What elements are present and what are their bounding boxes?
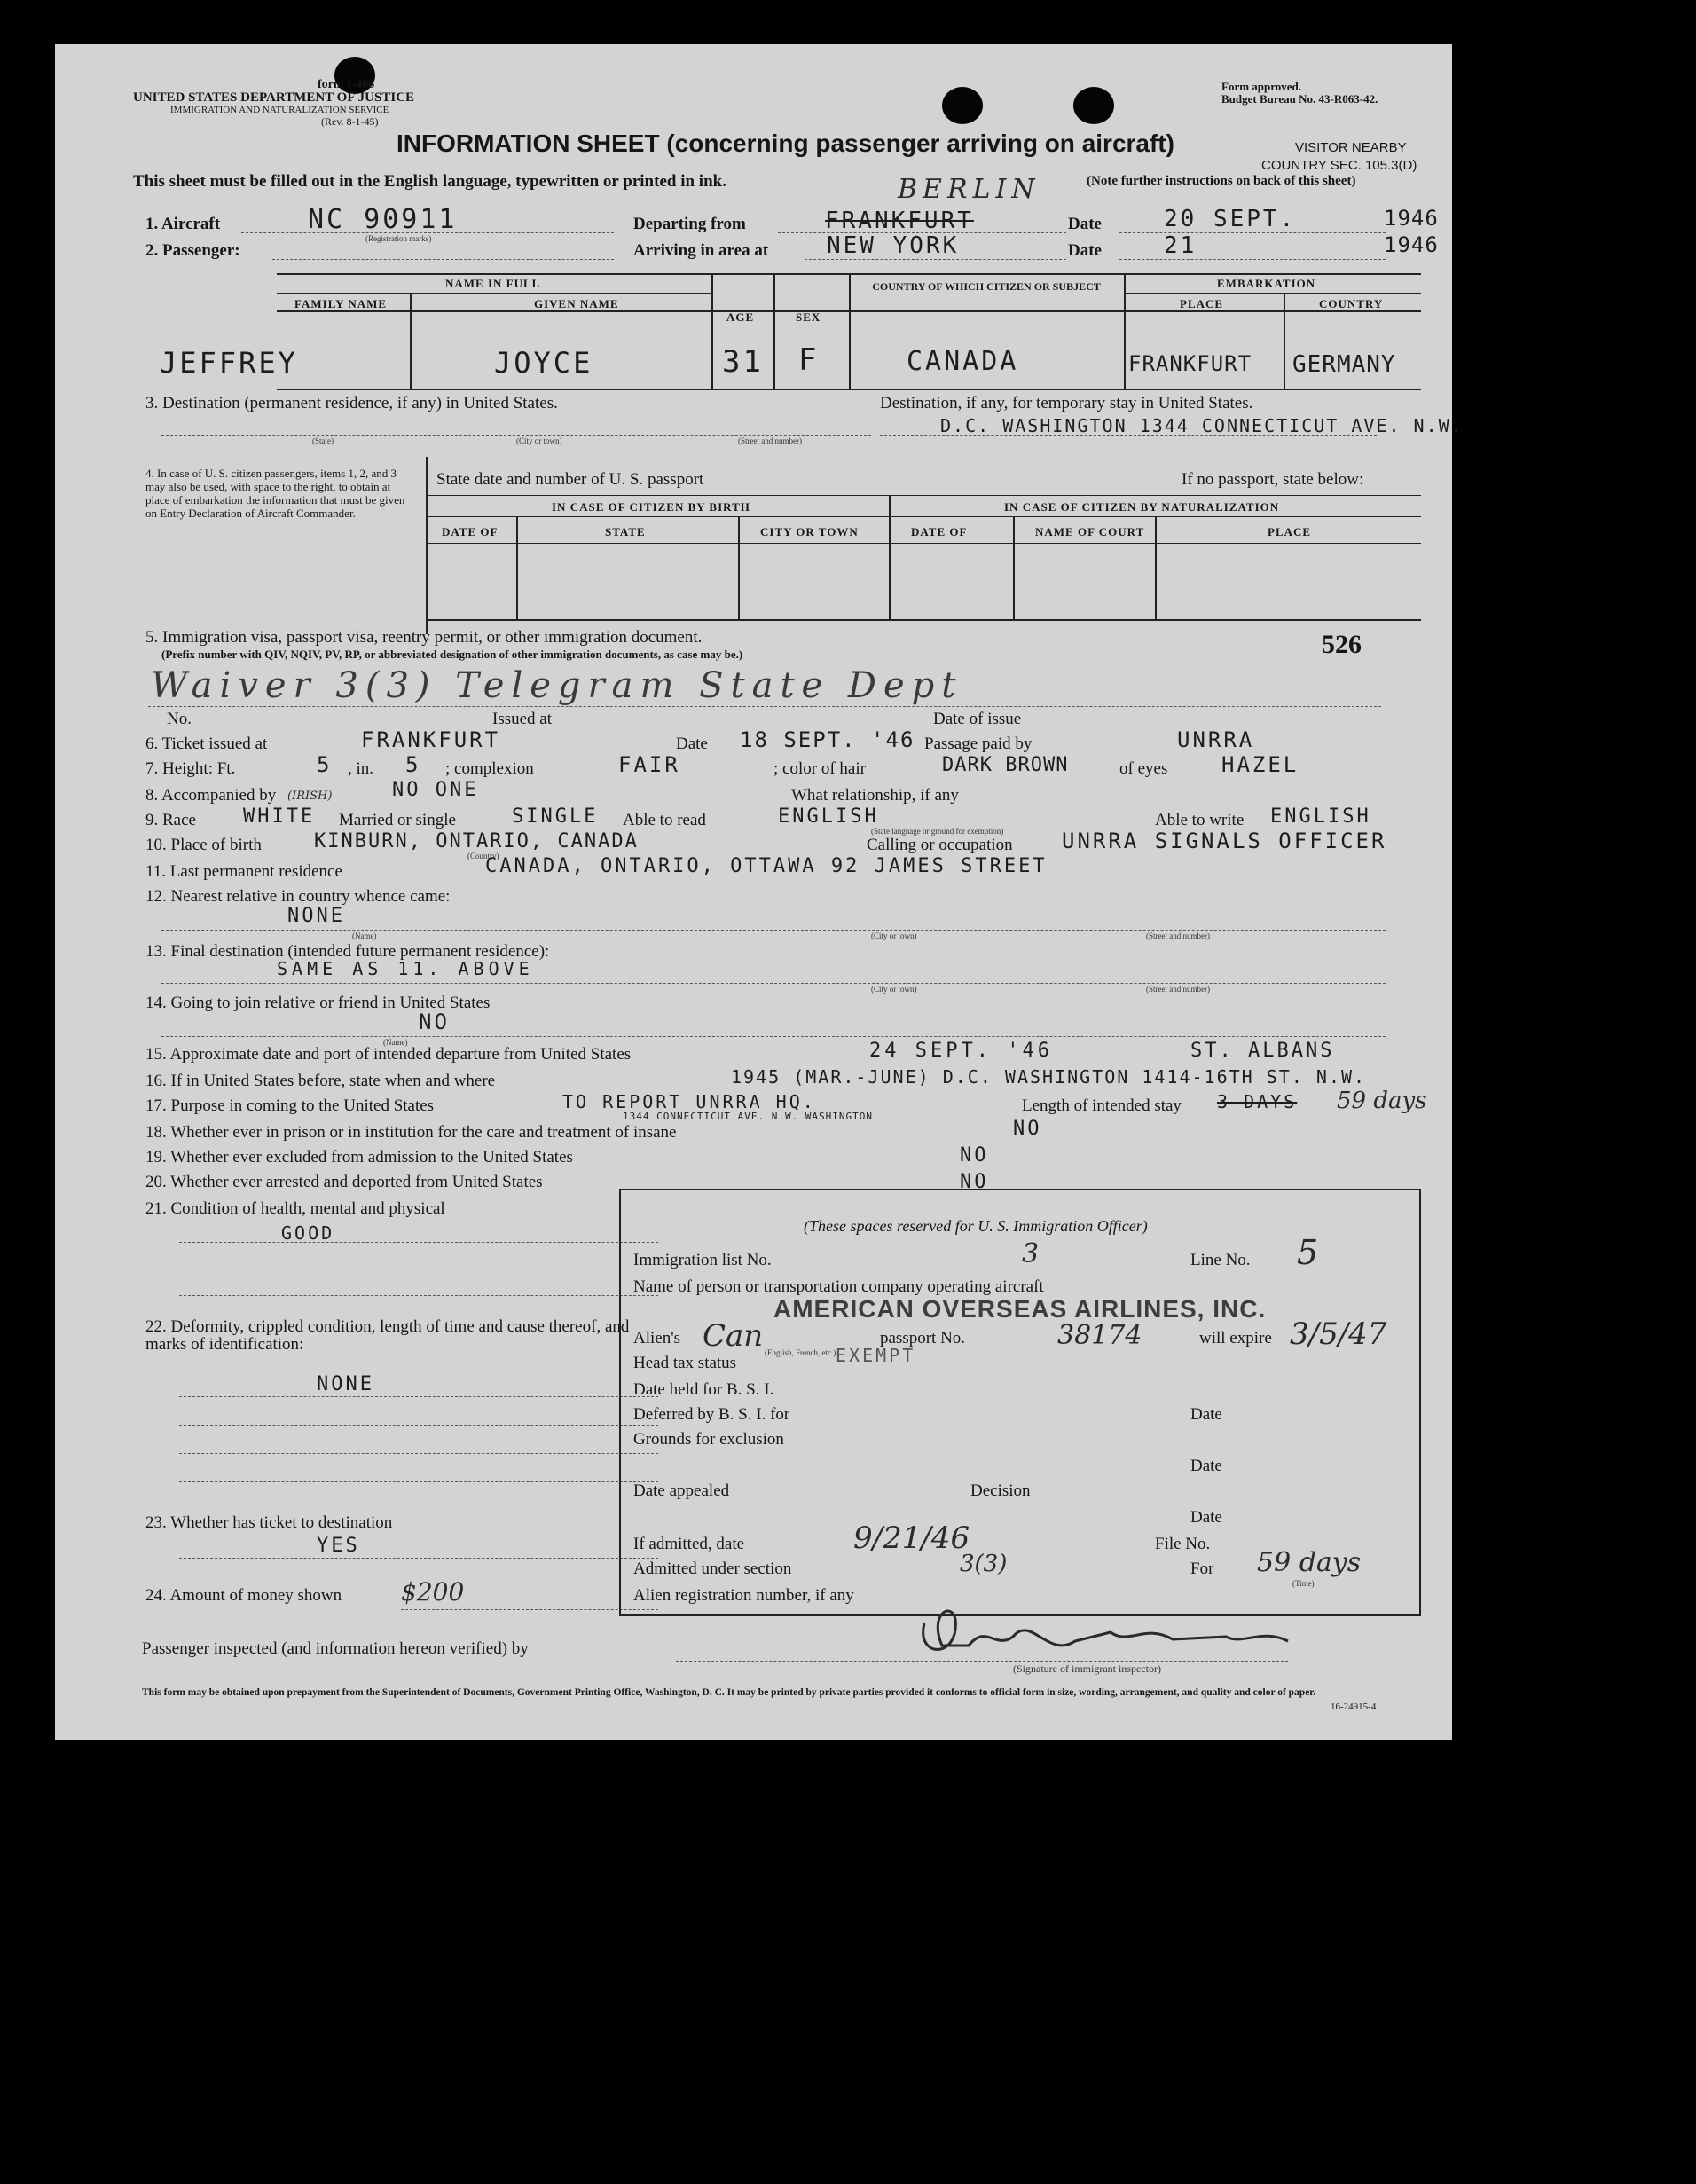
instruction: This sheet must be filled out in the English language, typewritten or printed in ink. xyxy=(133,172,726,191)
deferred-label: Deferred by B. S. I. for xyxy=(633,1405,790,1424)
join-relative-label: 14. Going to join relative or friend in United States xyxy=(145,994,491,1012)
birth-date-col: DATE OF xyxy=(442,525,499,538)
passport-no-label: passport No. xyxy=(880,1329,966,1347)
stay-label: Length of intended stay xyxy=(1022,1096,1182,1115)
birthplace-label: 10. Place of birth xyxy=(145,836,262,854)
embarkation-country: GERMANY xyxy=(1292,351,1396,378)
immigration-doc-handwritten: Waiver 3(3) Telegram State Dept xyxy=(151,665,963,706)
registration-sub: (Registration marks) xyxy=(365,234,432,243)
family-name-header: FAMILY NAME xyxy=(294,297,388,310)
country-citizen-header: COUNTRY OF WHICH CITIZEN OR SUBJECT xyxy=(872,280,1101,293)
ticket-place: FRANKFURT xyxy=(361,727,501,752)
doc-date-label: Date of issue xyxy=(933,710,1022,728)
country-header: COUNTRY xyxy=(1319,297,1384,310)
birth-header: IN CASE OF CITIZEN BY BIRTH xyxy=(552,500,750,514)
final-street-sub: (Street and number) xyxy=(1146,985,1210,994)
join-name-sub: (Name) xyxy=(383,1038,408,1047)
embarkation-header: EMBARKATION xyxy=(1217,277,1316,290)
given-name: JOYCE xyxy=(494,346,593,380)
punch-hole xyxy=(1073,87,1114,124)
arr-date: 21 xyxy=(1164,232,1197,259)
previous-visit: 1945 (MAR.-JUNE) D.C. WASHINGTON 1414-16TH ST. N.W. xyxy=(731,1066,1367,1088)
sex-header: SEX xyxy=(796,310,821,324)
naturalization-header: IN CASE OF CITIZEN BY NATURALIZATION xyxy=(1004,500,1280,514)
hair-label: ; color of hair xyxy=(773,759,866,778)
passenger-label: 2. Passenger: xyxy=(145,241,240,260)
service-line: IMMIGRATION AND NATURALIZATION SERVICE xyxy=(170,105,389,115)
eyes-label: of eyes xyxy=(1119,759,1168,778)
for-value: 59 days xyxy=(1257,1547,1362,1578)
note-back: (Note further instructions on back of this sheet) xyxy=(1087,174,1356,188)
dep-year: 1946 xyxy=(1384,206,1439,231)
final-city-sub: (City or town) xyxy=(871,985,917,994)
passage-paid: UNRRA xyxy=(1177,727,1255,752)
passport-label: State date and number of U. S. passport xyxy=(436,470,704,489)
join-relative: NO xyxy=(419,1010,450,1034)
family-name: JEFFREY xyxy=(160,346,298,380)
stay: 59 days xyxy=(1337,1088,1427,1114)
birth-state-col: STATE xyxy=(605,525,646,538)
ticket-destination: YES xyxy=(317,1535,360,1557)
race: WHITE xyxy=(243,805,316,828)
last-residence-label: 11. Last permanent residence xyxy=(145,862,342,881)
doc-no-label: No. xyxy=(167,710,192,728)
form-number: form I-466 xyxy=(318,78,375,91)
occupation: UNRRA SIGNALS OFFICER xyxy=(1062,829,1387,853)
race-note: (IRISH) xyxy=(287,790,333,803)
airline-stamp: AMERICAN OVERSEAS AIRLINES, INC. xyxy=(773,1295,1267,1323)
name-in-full-header: NAME IN FULL xyxy=(445,277,541,290)
temp-destination-value: D.C. WASHINGTON 1344 CONNECTICUT AVE. N.W. xyxy=(940,415,1464,436)
arr-year: 1946 xyxy=(1384,232,1439,257)
list-no-label: Immigration list No. xyxy=(633,1251,772,1269)
final-destination-label: 13. Final destination (intended future permanent residence): xyxy=(145,942,550,961)
accompanied-label: 8. Accompanied by xyxy=(145,786,277,805)
birthplace: KINBURN, ONTARIO, CANADA xyxy=(314,830,639,852)
admitted-date-label: If admitted, date xyxy=(633,1535,745,1553)
married: SINGLE xyxy=(512,805,599,828)
read: ENGLISH xyxy=(778,805,879,828)
occupation-label: Calling or occupation xyxy=(867,836,1013,854)
ticket-date-label: Date xyxy=(676,735,708,753)
married-label: Married or single xyxy=(339,811,456,829)
aircraft-label: 1. Aircraft xyxy=(145,215,221,233)
arriving-value: NEW YORK xyxy=(827,232,960,259)
bsi-label: Date held for B. S. I. xyxy=(633,1380,774,1399)
list-no: 3 xyxy=(1022,1238,1040,1269)
line-no: 5 xyxy=(1297,1233,1319,1272)
prison: NO xyxy=(1013,1118,1042,1140)
departure-label: 15. Approximate date and port of intended departure from United States xyxy=(145,1045,632,1064)
deported-label: 20. Whether ever arrested and deported from United States xyxy=(145,1173,543,1191)
deformity-label: 22. Deformity, crippled condition, length of time and cause thereof, and marks of identification: xyxy=(145,1317,630,1354)
city-sub: (City or town) xyxy=(516,436,562,445)
relative-street-sub: (Street and number) xyxy=(1146,931,1210,940)
alien-lang: Can xyxy=(703,1318,764,1354)
street-sub: (Street and number) xyxy=(738,436,802,445)
nat-court-col: NAME OF COURT xyxy=(1035,525,1145,538)
excluded: NO xyxy=(960,1144,989,1167)
purpose: TO REPORT UNRRA HQ. xyxy=(562,1091,816,1112)
accompanied: NO ONE xyxy=(392,779,479,801)
departing-label: Departing from xyxy=(633,215,746,233)
citizen-country: CANADA xyxy=(907,346,1019,377)
visitor-stamp: VISITOR NEARBY xyxy=(1295,140,1407,155)
departure-date: 24 SEPT. '46 xyxy=(869,1040,1053,1062)
arr-date-label: Date xyxy=(1068,241,1102,260)
expire-label: will expire xyxy=(1199,1329,1272,1347)
ticket-label: 6. Ticket issued at xyxy=(145,735,268,753)
read-sub: (State language or ground for exemption) xyxy=(871,827,1004,836)
birth-city-col: CITY OR TOWN xyxy=(760,525,859,538)
age-header: AGE xyxy=(726,310,755,324)
deformity: NONE xyxy=(317,1373,374,1395)
us-citizen-note: 4. In case of U. S. citizen passengers, items 1, 2, and 3 may also be used, with space to the right, to obtain at place of embarkation the information that must be given on Entry Declaration of Aircraft Commander. xyxy=(145,467,405,520)
admitted-date: 9/21/46 xyxy=(853,1520,970,1556)
immigration-doc-label: 5. Immigration visa, passport visa, reentry permit, or other immigration document. xyxy=(145,628,703,647)
temp-destination-label: Destination, if any, for temporary stay in United States. xyxy=(880,394,1253,412)
section-label: Admitted under section xyxy=(633,1559,792,1578)
decision-label: Decision xyxy=(970,1481,1031,1500)
departing-correction: BERLIN xyxy=(898,174,1040,205)
passage-paid-label: Passage paid by xyxy=(924,735,1033,753)
health: GOOD xyxy=(281,1222,335,1244)
purpose-address: 1344 CONNECTICUT AVE. N.W. WASHINGTON xyxy=(623,1111,874,1122)
signature-sub: (Signature of immigrant inspector) xyxy=(1013,1662,1161,1675)
stamp-number: 526 xyxy=(1322,630,1362,659)
height-in-label: , in. xyxy=(348,759,374,778)
arriving-label: Arriving in area at xyxy=(633,241,769,260)
doc-issued-label: Issued at xyxy=(492,710,553,728)
sex: F xyxy=(798,342,820,378)
alien-lang-sub: (English, French, etc.) xyxy=(765,1348,836,1357)
money-label: 24. Amount of money shown xyxy=(145,1586,342,1605)
last-residence: CANADA, ONTARIO, OTTAWA 92 JAMES STREET xyxy=(485,855,1048,877)
place-header: PLACE xyxy=(1180,297,1224,310)
dep-date-label: Date xyxy=(1068,215,1102,233)
eyes: HAZEL xyxy=(1221,752,1299,777)
height-ft: 5 xyxy=(317,752,333,777)
embarkation-place: FRANKFURT xyxy=(1128,351,1252,376)
revision: (Rev. 8-1-45) xyxy=(321,115,379,128)
height-in: 5 xyxy=(405,752,421,777)
head-tax-label: Head tax status xyxy=(633,1354,737,1372)
stay-struck: 3 DAYS xyxy=(1217,1091,1298,1112)
information-sheet-form xyxy=(55,44,1464,1740)
height-label: 7. Height: Ft. xyxy=(145,759,236,778)
health-label: 21. Condition of health, mental and physical xyxy=(145,1199,445,1218)
nat-date-col: DATE OF xyxy=(911,525,968,538)
grounds-label: Grounds for exclusion xyxy=(633,1430,784,1449)
passport-no: 38174 xyxy=(1057,1320,1142,1351)
race-label: 9. Race xyxy=(145,811,196,829)
decision-date-label: Date xyxy=(1190,1508,1222,1527)
relative-city-sub: (City or town) xyxy=(871,931,917,940)
officer-box-title: (These spaces reserved for U. S. Immigration Officer) xyxy=(804,1217,1148,1235)
for-label: For xyxy=(1190,1559,1214,1578)
purpose-label: 17. Purpose in coming to the United States xyxy=(145,1096,435,1115)
punch-hole xyxy=(942,87,983,124)
file-no-label: File No. xyxy=(1155,1535,1211,1553)
form-title: INFORMATION SHEET (concerning passenger arriving on aircraft) xyxy=(397,130,1174,157)
write: ENGLISH xyxy=(1270,805,1371,828)
expire: 3/5/47 xyxy=(1290,1316,1387,1352)
nearest-relative: NONE xyxy=(287,905,345,927)
age: 31 xyxy=(722,344,764,380)
relationship-label: What relationship, if any xyxy=(791,786,959,805)
hair: DARK BROWN xyxy=(942,754,1069,776)
grounds-date-label: Date xyxy=(1190,1457,1222,1475)
form-approved: Form approved. xyxy=(1221,80,1302,93)
immigration-doc-sub: (Prefix number with QIV, NQIV, PV, RP, or abbreviated designation of other immigration documents, as case may be.) xyxy=(161,648,743,661)
previous-visit-label: 16. If in United States before, state when and where xyxy=(145,1072,496,1090)
ticket-date: 18 SEPT. '46 xyxy=(740,727,915,752)
ticket-destination-label: 23. Whether has ticket to destination xyxy=(145,1513,393,1532)
departure-port: ST. ALBANS xyxy=(1190,1040,1335,1062)
aircraft-value: NC 90911 xyxy=(308,204,458,235)
operator-label: Name of person or transportation company operating aircraft xyxy=(633,1277,1044,1296)
destination-label: 3. Destination (permanent residence, if any) in United States. xyxy=(145,394,558,412)
alien-label: Alien's xyxy=(633,1329,681,1347)
dep-date: 20 SEPT. xyxy=(1164,206,1297,232)
state-sub: (State) xyxy=(312,436,334,445)
registration-number-label: Alien registration number, if any xyxy=(633,1586,854,1605)
head-tax: EXEMPT xyxy=(836,1345,916,1366)
excluded-label: 19. Whether ever excluded from admission to the United States xyxy=(145,1148,573,1167)
given-name-header: GIVEN NAME xyxy=(534,297,619,310)
nearest-relative-label: 12. Nearest relative in country whence came: xyxy=(145,887,451,906)
nat-place-col: PLACE xyxy=(1268,525,1312,538)
country-section-stamp: COUNTRY SEC. 105.3(D) xyxy=(1261,158,1417,173)
no-passport-label: If no passport, state below: xyxy=(1182,470,1364,489)
read-label: Able to read xyxy=(623,811,706,829)
inspected-label: Passenger inspected (and information hereon verified) by xyxy=(142,1639,529,1658)
department-line: UNITED STATES DEPARTMENT OF JUSTICE xyxy=(133,90,415,105)
fine-print: This form may be obtained upon prepayment from the Superintendent of Documents, Government Printing Office, Washington, D. C. It may be printed by private parties provided it conforms to official form in size, wording, arrangement, and quality and color of paper. xyxy=(142,1687,1316,1698)
line-no-label: Line No. xyxy=(1190,1251,1251,1269)
budget-bureau: Budget Bureau No. 43-R063-42. xyxy=(1221,92,1378,106)
complexion-label: ; complexion xyxy=(445,759,534,778)
section: 3(3) xyxy=(960,1551,1008,1577)
final-destination: SAME AS 11. ABOVE xyxy=(277,958,534,979)
form-code: 16-24915-4 xyxy=(1331,1701,1377,1712)
write-label: Able to write xyxy=(1155,811,1245,829)
deferred-date-label: Date xyxy=(1190,1405,1222,1424)
deported: NO xyxy=(960,1171,989,1193)
inspector-signature xyxy=(907,1597,1332,1668)
appealed-label: Date appealed xyxy=(633,1481,730,1500)
money: $200 xyxy=(401,1577,465,1607)
relative-name-sub: (Name) xyxy=(352,931,377,940)
birthplace-country-sub: (Country) xyxy=(467,852,499,860)
departing-struck: FRANKFURT xyxy=(825,208,974,234)
time-sub: (Time) xyxy=(1292,1579,1315,1588)
prison-label: 18. Whether ever in prison or in institution for the care and treatment of insane xyxy=(145,1123,677,1142)
complexion: FAIR xyxy=(618,752,680,777)
